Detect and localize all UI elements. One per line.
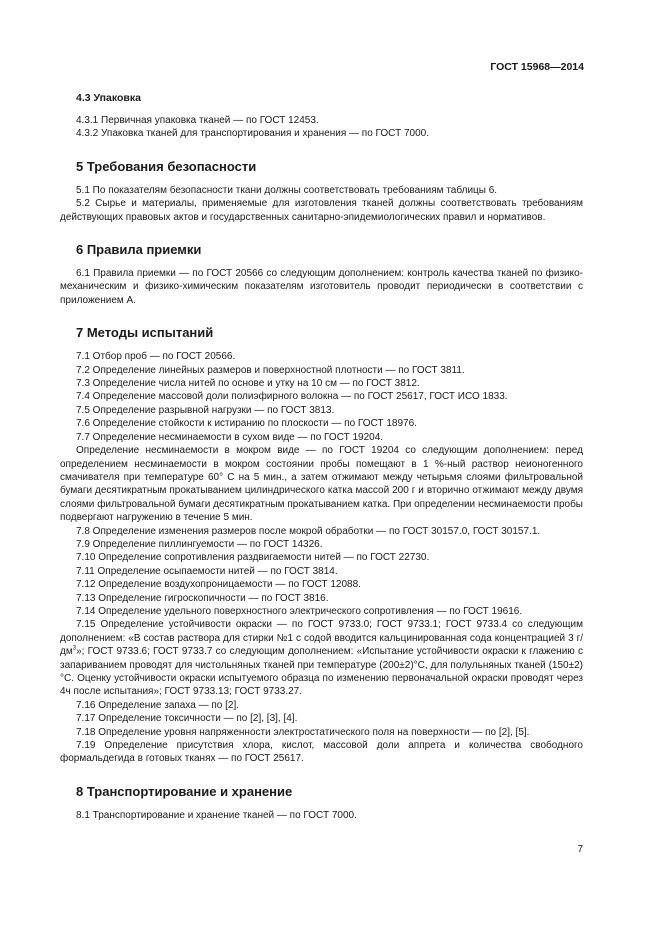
paragraph-7-2: 7.2 Определение линейных размеров и поверхностной плотности — по ГОСТ 3811. <box>76 364 465 376</box>
standard-header: ГОСТ 15968—2014 <box>490 61 584 73</box>
paragraph-4-3-1: 4.3.1 Первичная упаковка тканей — по ГОСТ 12453. <box>76 115 319 126</box>
paragraph-7-15-part-a: 7.15 Определение устойчивости окраски — по ГОСТ 9733.0; ГОСТ 9733.1; ГОСТ 9733.4 со следующим дополнением: «В состав раствора для стирки №1 с содой вводится кальцинированная сода концентрацией 3 г/дм <box>60 619 583 658</box>
paragraph-7-7-wet: Определение несминаемости в мокром виде — по ГОСТ 19204 со следующим дополнением: перед определением несминаемости в мокром состоянии пробы помещают в 1 %-ный раствор неионогенного смачивателя при температуре 60° С на 5 мин., а затем отжимают между четырьмя слоями фильтровальной бумаги десятикратным прокатыванием цилиндрического катка массой 200 г и вторично отжимают между двумя слоями фильтровальной бумаги десятикратным прокатыванием катка. При определении несминаемости пробы подвергают нагружению в течение 5 мин. <box>60 445 583 524</box>
paragraph-7-14: 7.14 Определение удельного поверхностного электрического сопротивления — по ГОСТ 19616. <box>76 605 523 617</box>
paragraph-7-3: 7.3 Определение числа нитей по основе и утку на 10 см — по ГОСТ 3812. <box>76 378 420 390</box>
paragraph-7-13: 7.13 Определение гигроскопичности — по ГОСТ 3816. <box>76 592 329 604</box>
section-title-7: 7 Методы испытаний <box>76 325 214 341</box>
subsection-title-4-3: 4.3 Упаковка <box>76 92 141 104</box>
section-title-8: 8 Транспортирование и хранение <box>76 783 293 799</box>
page-number: 7 <box>577 844 583 855</box>
paragraph-7-5: 7.5 Определение разрывной нагрузки — по ГОСТ 3813. <box>76 404 335 416</box>
paragraph-7-15 <box>60 618 583 698</box>
paragraph-7-18: 7.18 Определение уровня напряженности электростатического поля на поверхности — по [2], [5]. <box>76 726 530 738</box>
section-title-5: 5 Требования безопасности <box>76 158 257 174</box>
paragraph-7-17: 7.17 Определение токсичности — по [2], [3], [4]. <box>76 713 298 725</box>
paragraph-8-1: 8.1 Транспортирование и хранение тканей — по ГОСТ 7000. <box>76 809 357 821</box>
paragraph-7-11: 7.11 Определение осыпаемости нитей — по ГОСТ 3814. <box>76 565 338 577</box>
section-title-6: 6 Правила приемки <box>76 242 202 258</box>
paragraph-7-19: 7.19 Определение присутствия хлора, кислот, массовой доли аппрета и количества свободного формальдегида в готовых тканях — по ГОСТ 25617. <box>60 740 583 765</box>
paragraph-7-9: 7.9 Определение пиллингуемости — по ГОСТ 14326. <box>76 538 323 550</box>
paragraph-6-1: 6.1 Правила приемки — по ГОСТ 20566 со следующим дополнением: контроль качества тканей по физико-механическим и физико-химическим показателям изготовитель проводит периодически в соответствии с приложением А. <box>60 268 583 306</box>
paragraph-7-15-part-b: »; ГОСТ 9733.6; ГОСТ 9733.7 со следующим дополнением: «Испытание устойчивости окраски к глажению с запариванием проводят для чистольняных тканей при температуре (200±2)°С, для полульняных тканей (150±2)°С. Оценку устойчивости окраски испытуемого образца по изменению первоначальной окраски проводят через 4ч после испытания»; ГОСТ 9733.13; ГОСТ 9733.27. <box>60 646 583 698</box>
paragraph-7-8: 7.8 Определение изменения размеров после мокрой обработки — по ГОСТ 30157.0, ГОСТ 30157.1. <box>76 525 541 537</box>
paragraph-7-6: 7.6 Определение стойкости к истиранию по плоскости — по ГОСТ 18976. <box>76 418 417 430</box>
document-body <box>60 91 583 822</box>
paragraph-7-4: 7.4 Определение массовой доли полиэфирного волокна — по ГОСТ 25617, ГОСТ ИСО 1833. <box>76 391 508 403</box>
paragraph-7-12: 7.12 Определение воздухопроницаемости — по ГОСТ 12088. <box>76 579 361 591</box>
paragraph-4-3-2: 4.3.2 Упаковка тканей для транспортирования и хранения — по ГОСТ 7000. <box>76 128 429 140</box>
paragraph-7-7: 7.7 Определение несминаемости в сухом виде — по ГОСТ 19204. <box>76 431 384 443</box>
paragraph-7-10: 7.10 Определение сопротивления раздвигаемости нитей — по ГОСТ 22730. <box>76 552 430 564</box>
paragraph-7-1: 7.1 Отбор проб — по ГОСТ 20566. <box>76 351 236 363</box>
paragraph-5-1: 5.1 По показателям безопасности ткани должны соответствовать требованиям таблицы 6. <box>76 184 498 196</box>
paragraph-7-16: 7.16 Определение запаха — по [2]. <box>76 699 240 711</box>
superscript-cubed: 3 <box>72 645 77 652</box>
paragraph-5-2: 5.2 Сырье и материалы, применяемые для изготовления тканей должны соответствовать требованиям действующих правовых актов и государственных санитарно-эпидемиологических правил и нормативов. <box>60 198 583 223</box>
